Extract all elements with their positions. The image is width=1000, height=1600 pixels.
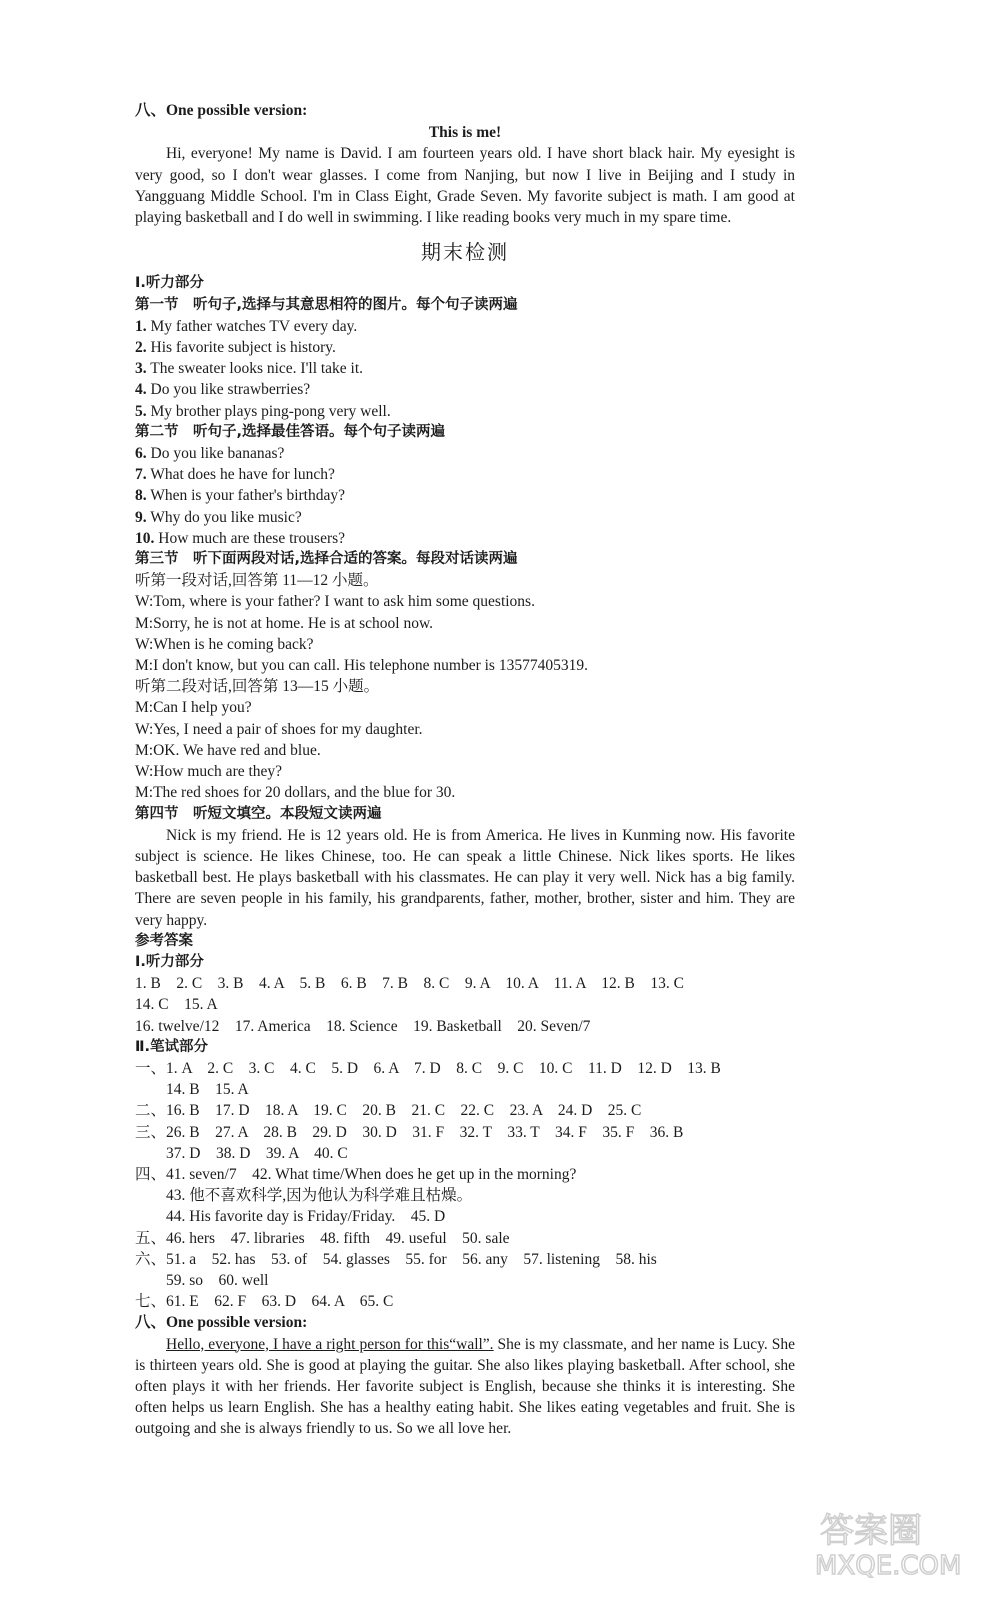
- answers-part8-heading: 八、One possible version:: [135, 1314, 308, 1332]
- answers-part2-label: Ⅱ.笔试部分: [135, 1038, 209, 1055]
- answer-page: [135, 100, 795, 1440]
- essay-title: This is me!: [428, 124, 502, 142]
- section3-title: 第三节 听下面两段对话,选择合适的答案。每段对话读两遍: [135, 551, 518, 568]
- list-item: 7. What does he have for lunch?: [135, 466, 335, 484]
- section2-list: [135, 443, 795, 549]
- dialogue-line: 听第一段对话,回答第 11—12 小题。: [135, 572, 379, 590]
- answer-row: 七、61. E 62. F 63. D 64. A 65. C: [135, 1293, 394, 1311]
- answer-row: 44. His favorite day is Friday/Friday. 45. D: [135, 1208, 446, 1226]
- exam-title: 期末检测: [421, 240, 509, 265]
- section1-title: 第一节 听句子,选择与其意思相符的图片。每个句子读两遍: [135, 296, 518, 313]
- answer-row: 14. B 15. A: [135, 1081, 249, 1099]
- dialogue-line: W:How much are they?: [135, 763, 283, 781]
- essay-rest: She is my classmate, and her name is Lucy. She is thirteen years old. She is good at playing the guitar. She also likes playing basketball. After school, she often plays it with her friends. Her favorite subject is English, because she thinks it is interesting. She often helps us learn English. She has a healthy eating habit. She likes eating vegetables and fruit. She is outgoing and she is always friendly to us. So we all love her.: [135, 1335, 795, 1438]
- underlined-sentence: Hello, everyone, I have a right person for this“wall”.: [166, 1335, 494, 1353]
- list-item: 6. Do you like bananas?: [135, 445, 285, 463]
- list-item: 5. My brother plays ping-pong very well.: [135, 402, 391, 420]
- answer-row: 二、16. B 17. D 18. A 19. C 20. B 21. C 22. C 23. A 24. D 25. C: [135, 1102, 642, 1120]
- list-item: 8. When is your father's birthday?: [135, 487, 345, 505]
- answer-row: 五、46. hers 47. libraries 48. fifth 49. useful 50. sale: [135, 1229, 510, 1247]
- watermark-icon: [790, 1500, 980, 1580]
- answer-row: 一、1. A 2. C 3. C 4. C 5. D 6. A 7. D 8. C 9. C 10. C 11. D 12. D 13. B: [135, 1059, 721, 1077]
- essay-body: Hi, everyone! My name is David. I am fourteen years old. I have short black hair. My eyesight is very good, so I don't wear glasses. I come from Nanjing, but now I live in Beijing and I study in Yangguang Middle School. I'm in Class Eight, Grade Seven. My favorite subject is math. I am good at playing basketball and I do well in swimming. I like reading books very much in my spare time.: [135, 145, 795, 227]
- answers-part8-essay: [135, 1334, 795, 1440]
- dialogue-line: M:OK. We have red and blue.: [135, 741, 321, 759]
- answers-part2: [135, 1058, 795, 1312]
- answer-row: 四、41. seven/7 42. What time/When does he get up in the morning?: [135, 1165, 577, 1183]
- section2-title: 第二节 听句子,选择最佳答语。每个句子读两遍: [135, 423, 446, 440]
- answer-row: 37. D 38. D 39. A 40. C: [135, 1144, 348, 1162]
- answers-part1: [135, 973, 795, 1037]
- dialogue-line: M:Sorry, he is not at home. He is at school now.: [135, 614, 434, 632]
- part8-top-heading: 八、One possible version:: [135, 102, 308, 119]
- list-item: 2. His favorite subject is history.: [135, 339, 336, 357]
- dialogue-line: W:Yes, I need a pair of shoes for my daughter.: [135, 720, 423, 738]
- answer-row: 16. twelve/12 17. America 18. Science 19. Basketball 20. Seven/7: [135, 1017, 591, 1035]
- dialogue-line: M:Can I help you?: [135, 699, 252, 717]
- section1-list: [135, 316, 795, 422]
- list-item: 9. Why do you like music?: [135, 508, 302, 526]
- dialogue-line: M:I don't know, but you can call. His telephone number is 13577405319.: [135, 657, 588, 675]
- dialogue-line: W:When is he coming back?: [135, 635, 314, 653]
- section4-title: 第四节 听短文填空。本段短文读两遍: [135, 805, 382, 822]
- list-item: 1. My father watches TV every day.: [135, 317, 358, 335]
- dialogue-line: M:The red shoes for 20 dollars, and the blue for 30.: [135, 784, 456, 802]
- answers-heading: 参考答案: [135, 932, 193, 949]
- answer-row: 14. C 15. A: [135, 996, 218, 1014]
- list-item: 10. How much are these trousers?: [135, 529, 346, 547]
- answer-row: 三、26. B 27. A 28. B 29. D 30. D 31. F 32. T 33. T 34. F 35. F 36. B: [135, 1123, 684, 1141]
- answer-row: 59. so 60. well: [135, 1271, 269, 1289]
- list-item: 3. The sweater looks nice. I'll take it.: [135, 360, 364, 378]
- listening-part-label: Ⅰ.听力部分: [135, 275, 204, 292]
- answers-part1-label: Ⅰ.听力部分: [135, 953, 204, 970]
- section3-dialogues: [135, 570, 795, 803]
- list-item: 4. Do you like strawberries?: [135, 381, 311, 399]
- dialogue-line: W:Tom, where is your father? I want to ask him some questions.: [135, 593, 535, 611]
- watermark-top-text: 答案圈: [820, 1511, 922, 1551]
- answer-row: 六、51. a 52. has 53. of 54. glasses 55. for 56. any 57. listening 58. his: [135, 1250, 657, 1268]
- answer-row: 43. 他不喜欢科学,因为他认为科学难且枯燥。: [135, 1187, 473, 1205]
- answer-row: 1. B 2. C 3. B 4. A 5. B 6. B 7. B 8. C 9. A 10. A 11. A 12. B 13. C: [135, 975, 684, 993]
- section4-passage: Nick is my friend. He is 12 years old. He is from America. He lives in Kunming now. His favorite subject is science. He likes Chinese, too. He can speak a little Chinese. Nick likes sports. He likes basketball best. He plays basketball with his classmates. He can play it very well. Nick has a big family. There are seven people in his family, his grandparents, father, mother, brother, sister and him. They are very happy.: [135, 826, 795, 929]
- watermark-logo: [790, 1500, 980, 1580]
- dialogue-line: 听第二段对话,回答第 13—15 小题。: [135, 678, 380, 696]
- watermark-bottom-text: MXQE.COM: [815, 1551, 962, 1580]
